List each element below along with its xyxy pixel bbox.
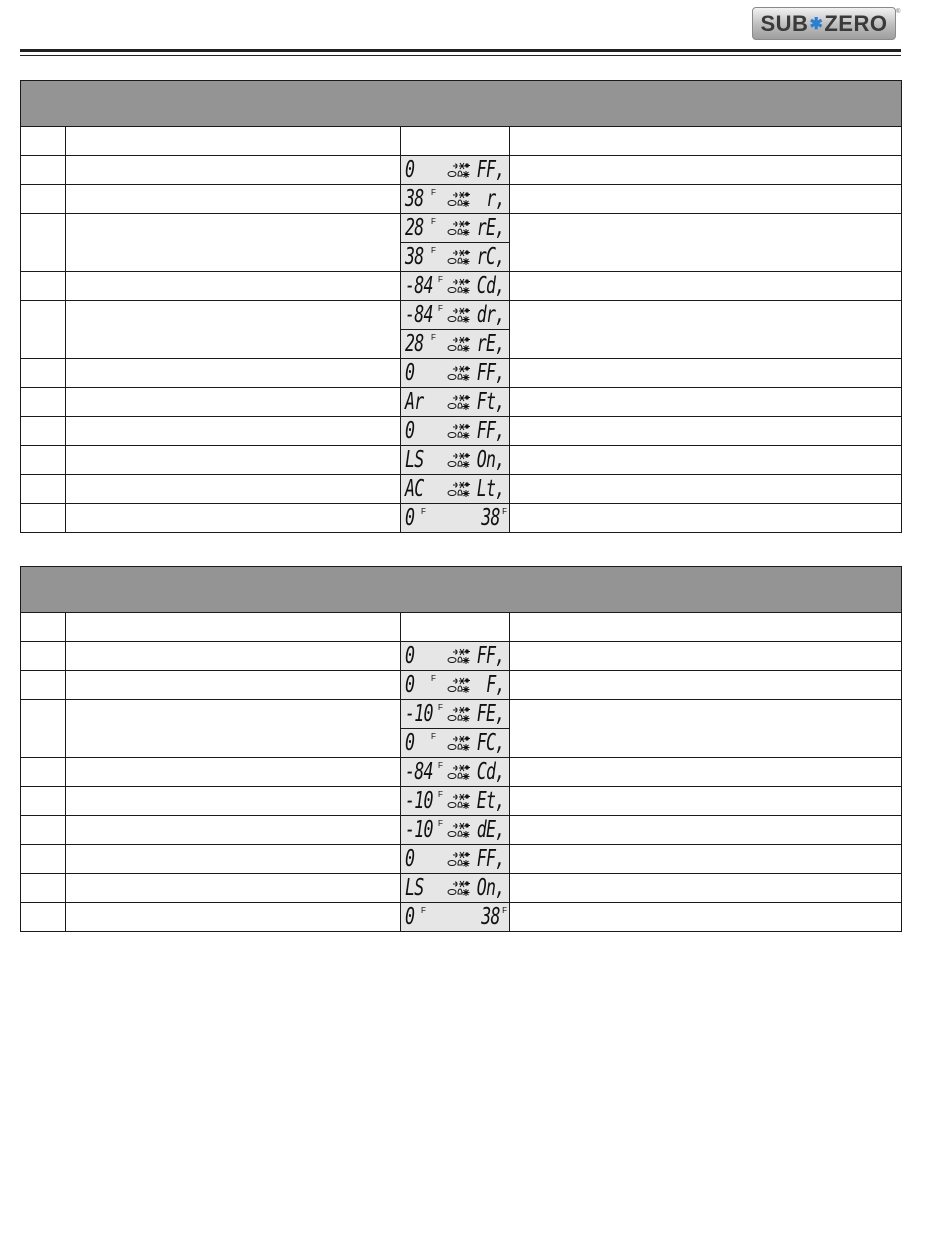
lcd-display [401, 214, 509, 242]
fahrenheit-mark: F [438, 703, 443, 712]
lcd-display [401, 700, 509, 728]
fahrenheit-mark: F [431, 217, 436, 226]
lcd-left-readout: 0 [405, 418, 415, 444]
lcd-display [401, 874, 509, 902]
fahrenheit-mark: F [431, 732, 436, 741]
lcd-display [401, 330, 509, 358]
description-cell [510, 388, 902, 417]
action-cell [66, 903, 401, 932]
table-row [21, 127, 902, 156]
step-number-cell [21, 301, 66, 359]
description-cell [510, 446, 902, 475]
status-icons-cluster-icon [447, 851, 473, 869]
status-icons-cluster-icon [447, 220, 473, 238]
lcd-left-readout: 38 [405, 186, 424, 212]
table-row [21, 642, 902, 671]
display-cell [401, 816, 510, 845]
lcd-left-readout: -84 [405, 273, 433, 299]
lcd-left-readout: -10 [405, 817, 433, 843]
status-icons-cluster-icon [447, 793, 473, 811]
step-number-cell [21, 272, 66, 301]
step-number-cell [21, 903, 66, 932]
step-number-cell [21, 475, 66, 504]
lcd-display [401, 301, 509, 329]
step-number-cell [21, 214, 66, 272]
lcd-display [401, 185, 509, 213]
display-cell [401, 729, 510, 758]
lcd-right-readout: r, [486, 186, 505, 212]
lcd-display [401, 156, 509, 184]
lcd-display [401, 642, 509, 670]
lcd-left-readout: LS [405, 447, 424, 473]
description-cell [510, 874, 902, 903]
action-cell [66, 185, 401, 214]
section-header-row [21, 567, 902, 613]
lcd-right-readout: Lt, [477, 476, 505, 502]
lcd-left-readout: -10 [405, 788, 433, 814]
description-cell [510, 417, 902, 446]
display-cell [401, 301, 510, 330]
description-cell [510, 845, 902, 874]
action-cell [66, 272, 401, 301]
description-cell [510, 214, 902, 272]
lcd-left-readout: Ar [405, 389, 424, 415]
section-header-row [21, 81, 902, 127]
step-number-cell [21, 874, 66, 903]
lcd-right-readout: F, [486, 672, 505, 698]
action-cell [66, 156, 401, 185]
table-row [21, 272, 902, 301]
step-number-cell [21, 845, 66, 874]
status-icons-cluster-icon [447, 735, 473, 753]
lcd-right-readout: rC, [477, 244, 505, 270]
action-cell [66, 642, 401, 671]
action-cell [66, 127, 401, 156]
step-number-cell [21, 446, 66, 475]
step-number-cell [21, 504, 66, 533]
display-cell [401, 243, 510, 272]
lcd-right-readout: FF, [477, 157, 505, 183]
table-row [21, 903, 902, 932]
lcd-right-readout: FE, [477, 701, 505, 727]
fahrenheit-mark: F [438, 790, 443, 799]
lcd-left-readout: 28 [405, 331, 424, 357]
lcd-left-readout: 38 [405, 244, 424, 270]
lcd-right-readout: 38 [481, 904, 500, 930]
lcd-left-readout: 0 [405, 730, 415, 756]
description-cell [510, 504, 902, 533]
display-cell [401, 185, 510, 214]
lcd-right-readout: dE, [477, 817, 505, 843]
status-icons-cluster-icon [447, 249, 473, 267]
fahrenheit-mark: F [502, 507, 507, 516]
lcd-right-readout: On, [477, 875, 505, 901]
lcd-right-readout: FF, [477, 360, 505, 386]
lcd-left-readout: 0 [405, 672, 415, 698]
description-cell [510, 272, 902, 301]
display-cell [401, 272, 510, 301]
lcd-display [401, 671, 509, 699]
step-number-cell [21, 185, 66, 214]
snowflake-icon: ✱ [809, 15, 824, 33]
header-rule-thin [20, 55, 901, 56]
step-number-cell [21, 642, 66, 671]
step-number-cell [21, 671, 66, 700]
lcd-left-readout: 0 [405, 360, 415, 386]
step-number-cell [21, 700, 66, 758]
description-cell [510, 642, 902, 671]
step-number-cell [21, 156, 66, 185]
status-icons-cluster-icon [447, 452, 473, 470]
table-row [21, 816, 902, 845]
step-number-cell [21, 758, 66, 787]
refrigerator-display-table [20, 80, 902, 533]
description-cell [510, 787, 902, 816]
fahrenheit-mark: F [438, 819, 443, 828]
fahrenheit-mark: F [431, 674, 436, 683]
table-row [21, 214, 902, 243]
status-icons-cluster-icon [447, 307, 473, 325]
lcd-right-readout: rE, [477, 331, 505, 357]
description-cell [510, 301, 902, 359]
lcd-display [401, 388, 509, 416]
table-row [21, 185, 902, 214]
table-row [21, 475, 902, 504]
display-cell [401, 787, 510, 816]
lcd-display [401, 243, 509, 271]
fahrenheit-mark: F [438, 761, 443, 770]
lcd-left-readout: -84 [405, 759, 433, 785]
lcd-display [401, 272, 509, 300]
description-cell [510, 758, 902, 787]
fahrenheit-mark: F [421, 507, 426, 516]
status-icons-cluster-icon [447, 394, 473, 412]
description-cell [510, 475, 902, 504]
lcd-left-readout: 0 [405, 505, 415, 531]
lcd-right-readout: FF, [477, 846, 505, 872]
lcd-display [401, 446, 509, 474]
step-number-cell [21, 417, 66, 446]
section-header-band [21, 81, 902, 127]
fahrenheit-mark: F [431, 333, 436, 342]
display-cell [401, 156, 510, 185]
display-cell [401, 671, 510, 700]
lcd-left-readout: AC [405, 476, 424, 502]
table-row [21, 504, 902, 533]
description-cell [510, 127, 902, 156]
step-number-cell [21, 613, 66, 642]
step-number-cell [21, 388, 66, 417]
display-cell [401, 903, 510, 932]
status-icons-cluster-icon [447, 191, 473, 209]
action-cell [66, 816, 401, 845]
lcd-display [401, 417, 509, 445]
lcd-right-readout: Ft, [477, 389, 505, 415]
lcd-left-readout: -10 [405, 701, 433, 727]
step-number-cell [21, 127, 66, 156]
action-cell [66, 446, 401, 475]
display-cell [401, 388, 510, 417]
lcd-right-readout: FF, [477, 643, 505, 669]
action-cell [66, 845, 401, 874]
action-cell [66, 475, 401, 504]
status-icons-cluster-icon [447, 162, 473, 180]
lcd-left-readout: -84 [405, 302, 433, 328]
fahrenheit-mark: F [502, 906, 507, 915]
display-cell [401, 330, 510, 359]
status-icons-cluster-icon [447, 365, 473, 383]
lcd-right-readout: On, [477, 447, 505, 473]
lcd-right-readout: dr, [477, 302, 505, 328]
table-row [21, 787, 902, 816]
action-cell [66, 388, 401, 417]
description-cell [510, 903, 902, 932]
display-cell [401, 475, 510, 504]
table-row [21, 156, 902, 185]
description-cell [510, 671, 902, 700]
description-cell [510, 613, 902, 642]
action-cell [66, 700, 401, 758]
table-row [21, 301, 902, 330]
lcd-left-readout: LS [405, 875, 424, 901]
display-cell [401, 127, 510, 156]
table-row [21, 417, 902, 446]
description-cell [510, 156, 902, 185]
fahrenheit-mark: F [421, 906, 426, 915]
status-icons-cluster-icon [447, 336, 473, 354]
status-icons-cluster-icon [447, 822, 473, 840]
display-cell [401, 642, 510, 671]
fahrenheit-mark: F [431, 246, 436, 255]
fahrenheit-mark: F [431, 188, 436, 197]
lcd-left-readout: 0 [405, 643, 415, 669]
fahrenheit-mark: F [438, 275, 443, 284]
lcd-right-readout: FC, [477, 730, 505, 756]
lcd-display [401, 787, 509, 815]
lcd-display [401, 475, 509, 503]
status-icons-cluster-icon [447, 764, 473, 782]
action-cell [66, 613, 401, 642]
display-cell [401, 700, 510, 729]
lcd-right-readout: Et, [477, 788, 505, 814]
action-cell [66, 671, 401, 700]
display-cell [401, 504, 510, 533]
trademark-mark: ® [896, 9, 901, 15]
action-cell [66, 417, 401, 446]
lcd-left-readout: 28 [405, 215, 424, 241]
table-row [21, 446, 902, 475]
table-row [21, 845, 902, 874]
section-header-band [21, 567, 902, 613]
lcd-display [401, 758, 509, 786]
action-cell [66, 874, 401, 903]
display-cell [401, 845, 510, 874]
fahrenheit-mark: F [438, 304, 443, 313]
action-cell [66, 787, 401, 816]
step-number-cell [21, 816, 66, 845]
display-cell [401, 613, 510, 642]
display-cell [401, 359, 510, 388]
status-icons-cluster-icon [447, 648, 473, 666]
status-icons-cluster-icon [447, 706, 473, 724]
action-cell [66, 359, 401, 388]
logo-text-right: ZERO [824, 10, 888, 36]
step-number-cell [21, 787, 66, 816]
table-row [21, 700, 902, 729]
description-cell [510, 185, 902, 214]
table-row [21, 758, 902, 787]
freezer-display-table [20, 566, 902, 932]
table-row [21, 613, 902, 642]
status-icons-cluster-icon [447, 278, 473, 296]
description-cell [510, 700, 902, 758]
action-cell [66, 214, 401, 272]
lcd-right-readout: 38 [481, 505, 500, 531]
action-cell [66, 301, 401, 359]
table-row [21, 388, 902, 417]
display-cell [401, 446, 510, 475]
lcd-right-readout: Cd, [477, 273, 505, 299]
action-cell [66, 758, 401, 787]
table-row [21, 671, 902, 700]
lcd-left-readout: 0 [405, 157, 415, 183]
status-icons-cluster-icon [447, 880, 473, 898]
lcd-display [401, 504, 509, 532]
lcd-display [401, 359, 509, 387]
lcd-right-readout: Cd, [477, 759, 505, 785]
lcd-display [401, 845, 509, 873]
display-cell [401, 874, 510, 903]
action-cell [66, 504, 401, 533]
description-cell [510, 359, 902, 388]
lcd-right-readout: rE, [477, 215, 505, 241]
lcd-display [401, 729, 509, 757]
lcd-display [401, 816, 509, 844]
logo-text-left: SUB [760, 10, 809, 36]
table-row [21, 359, 902, 388]
status-icons-cluster-icon [447, 677, 473, 695]
lcd-left-readout: 0 [405, 904, 415, 930]
display-cell [401, 758, 510, 787]
description-cell [510, 816, 902, 845]
status-icons-cluster-icon [447, 423, 473, 441]
lcd-right-readout: FF, [477, 418, 505, 444]
table-row [21, 874, 902, 903]
sub-zero-logo [752, 7, 896, 40]
lcd-left-readout: 0 [405, 846, 415, 872]
header-rule-thick [20, 49, 901, 52]
status-icons-cluster-icon [447, 481, 473, 499]
display-cell [401, 417, 510, 446]
display-cell [401, 214, 510, 243]
step-number-cell [21, 359, 66, 388]
lcd-display [401, 903, 509, 931]
